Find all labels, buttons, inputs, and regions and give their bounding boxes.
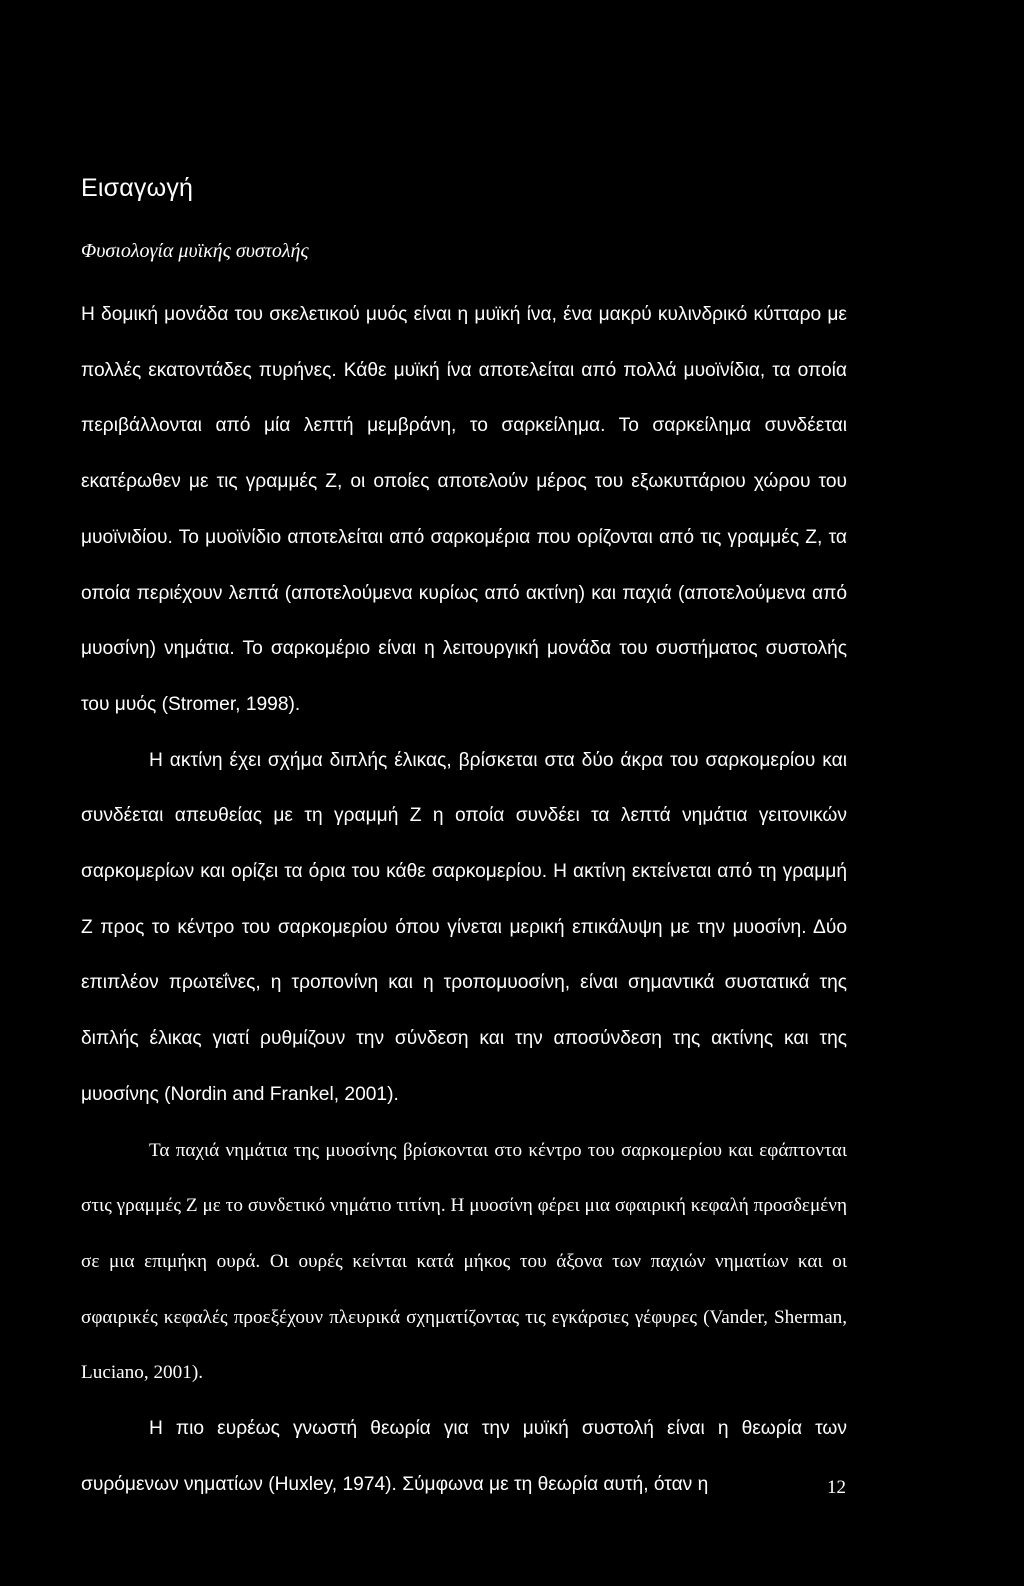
paragraph-3: Τα παχιά νημάτια της μυοσίνης βρίσκονται στο κέντρο του σαρκομερίου και εφάπτονται στις γραμμές Ζ με το συνδετικό νημάτιο τιτίνη. Η μυοσίνη φέρει μια σφαιρική κεφαλή προσδεμένη σε μια επιμήκη ουρά. Οι ουρές κείνται κατά μήκος του άξονα των παχιών νηματίων και οι σφαιρικές κεφαλές προεξέχουν πλευρικά σχηματίζοντας τις εγκάρσιες γέφυρες (Vander, Sherman, Luciano, 2001). (81, 1139, 847, 1384)
subsection-heading: Φυσιολογία μυϊκής συστολής (81, 240, 309, 262)
page-number: 12 (827, 1477, 846, 1498)
paragraph-4: Η πιο ευρέως γνωστή θεωρία για την μυϊκή συστολή είναι η θεωρία των συρόμενων νηματίων (Huxley, 1974). Σύμφωνα με τη θεωρία αυτή, όταν η (81, 1418, 847, 1495)
paragraph-2: Η ακτίνη έχει σχήμα διπλής έλικας, βρίσκεται στα δύο άκρα του σαρκομερίου και συνδέεται απευθείας με τη γραμμή Ζ η οποία συνδέει τα λεπτά νημάτια γειτονικών σαρκομερίων και ορίζει τα όρια του κάθε σαρκομερίου. Η ακτίνη εκτείνεται από τη γραμμή Ζ προς το κέντρο του σαρκομερίου όπου γίνεται μερική επικάλυψη με την μυοσίνη. Δύο επιπλέον πρωτεΐνες, η τροπονίνη και η τροπομυοσίνη, είναι σημαντικά συστατικά της διπλής έλικας γιατί ρυθμίζουν την σύνδεση και την αποσύνδεση της ακτίνης και της μυοσίνης (Nordin and Frankel, 2001). (81, 749, 847, 1105)
body-text (81, 287, 847, 1512)
section-heading: Εισαγωγή (81, 174, 194, 202)
paragraph-1: Η δομική μονάδα του σκελετικού μυός είναι η μυϊκή ίνα, ένα μακρύ κυλινδρικό κύτταρο με πολλές εκατοντάδες πυρήνες. Κάθε μυϊκή ίνα αποτελείται από πολλά μυοϊνίδια, τα οποία περιβάλλονται από μία λεπτή μεμβράνη, το σαρκείλημα. Το σαρκείλημα συνδέεται εκατέρωθεν με τις γραμμές Ζ, οι οποίες αποτελούν μέρος του εξωκυττάριου χώρου του μυοϊνιδίου. Το μυοϊνίδιο αποτελείται από σαρκομέρια που ορίζονται από τις γραμμές Ζ, τα οποία περιέχουν λεπτά (αποτελούμενα κυρίως από ακτίνη) και παχιά (αποτελούμενα από μυοσίνη) νημάτια. Το σαρκομέριο είναι η λειτουργική μονάδα του συστήματος συστολής του μυός (Stromer, 1998). (81, 304, 847, 715)
